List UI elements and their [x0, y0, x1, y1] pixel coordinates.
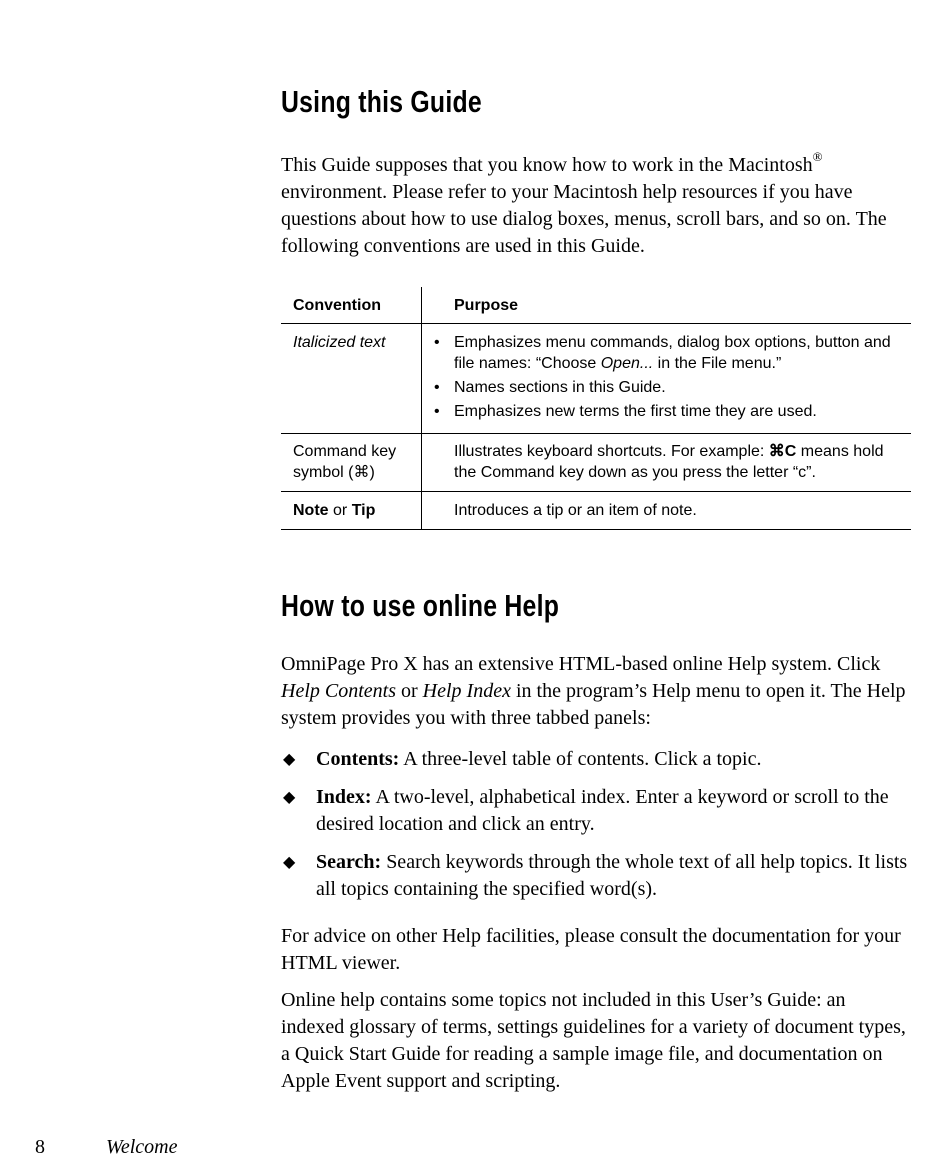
- help-intro-b: in the program’s Help menu to open it. The Help system provides you with three tabbed panels:: [281, 680, 906, 729]
- header-purpose: Purpose: [454, 297, 519, 314]
- conventions-table: [281, 287, 911, 530]
- bullet-text-italic: Open...: [600, 355, 654, 372]
- note-label: Note: [293, 502, 329, 519]
- intro-paragraph: [281, 149, 911, 260]
- header-convention: Convention: [281, 287, 422, 323]
- bullet-text-b: in the File menu.”: [653, 355, 782, 372]
- table-row: [281, 434, 911, 492]
- advice-paragraph: For advice on other Help facilities, please consult the documentation for your HTML viewer.: [281, 925, 901, 974]
- purpose-bullet: [434, 377, 903, 398]
- page-number: 8: [35, 1136, 45, 1158]
- shortcut-example: ⌘C: [768, 443, 797, 460]
- list-item: [281, 746, 911, 773]
- table-row: [281, 324, 911, 434]
- diamond-bullet-icon: ◆: [283, 789, 296, 806]
- list-item: [281, 849, 911, 903]
- section-heading-using-guide: Using this Guide: [281, 84, 482, 119]
- purpose-cell: Introduces a tip or an item of note.: [454, 502, 697, 519]
- convention-cell: Command key symbol (⌘): [281, 434, 422, 491]
- convention-or: or: [328, 502, 352, 519]
- purpose-cell: [422, 434, 911, 491]
- list-item-text: [316, 849, 911, 903]
- footer-section-title: Welcome: [106, 1136, 178, 1158]
- convention-cell: Italicized text: [281, 324, 422, 433]
- table-row: [281, 492, 911, 530]
- list-item-text: [316, 784, 911, 838]
- list-term: Search:: [316, 851, 382, 873]
- bullet-dot: •: [434, 379, 440, 396]
- diamond-bullet-icon: ◆: [283, 751, 296, 768]
- online-help-paragraph: Online help contains some topics not included in this User’s Guide: an indexed glossary of terms, settings guidelines for a variety of document types, a Quick Start Guide for reading a sample image file, and documentation on Apple Event support and scripting.: [281, 989, 906, 1092]
- help-panels-list: [281, 746, 911, 914]
- bullet-text: [454, 332, 903, 374]
- purpose-cell: [422, 324, 911, 433]
- help-intro-or: or: [396, 680, 423, 702]
- bullet-dot: •: [434, 403, 440, 420]
- bullet-text-a: Emphasizes menu commands, dialog box options, button and file names: “Choose: [454, 334, 891, 372]
- diamond-bullet-icon: ◆: [283, 854, 296, 871]
- intro-text-b: environment. Please refer to your Macintosh help resources if you have questions about how to use dialog boxes, menus, scroll bars, and so on. The following conventions are used in this Guide.: [281, 181, 887, 257]
- help-contents-command: Help Contents: [281, 680, 396, 702]
- convention-cell: [281, 492, 422, 529]
- list-description: A two-level, alphabetical index. Enter a keyword or scroll to the desired location and click an entry.: [316, 786, 889, 835]
- bullet-text: Emphasizes new terms the first time they are used.: [454, 403, 817, 420]
- intro-text-a: This Guide supposes that you know how to work in the Macintosh: [281, 154, 813, 176]
- help-index-command: Help Index: [422, 680, 511, 702]
- purpose-bullet: [434, 332, 903, 374]
- list-description: Search keywords through the whole text of all help topics. It lists all topics containing the specified word(s).: [316, 851, 908, 900]
- purpose-text-a: Illustrates keyboard shortcuts. For example:: [454, 443, 769, 460]
- help-intro-a: OmniPage Pro X has an extensive HTML-based online Help system. Click: [281, 653, 881, 675]
- table-header-row: [281, 287, 911, 324]
- list-term: Index:: [316, 786, 372, 808]
- help-intro-paragraph: [281, 651, 911, 732]
- purpose-text-b: means hold the Command key down as you press the letter “c”.: [454, 443, 884, 481]
- bullet-text: Names sections in this Guide.: [454, 379, 666, 396]
- section-heading-online-help: How to use online Help: [281, 588, 560, 623]
- bullet-dot: •: [434, 334, 440, 351]
- list-item: [281, 784, 911, 838]
- list-term: Contents:: [316, 748, 400, 770]
- tip-label: Tip: [351, 502, 376, 519]
- purpose-bullet: [434, 401, 903, 422]
- list-description: A three-level table of contents. Click a topic.: [399, 748, 762, 770]
- registered-mark: ®: [812, 149, 823, 165]
- list-item-text: [316, 746, 911, 773]
